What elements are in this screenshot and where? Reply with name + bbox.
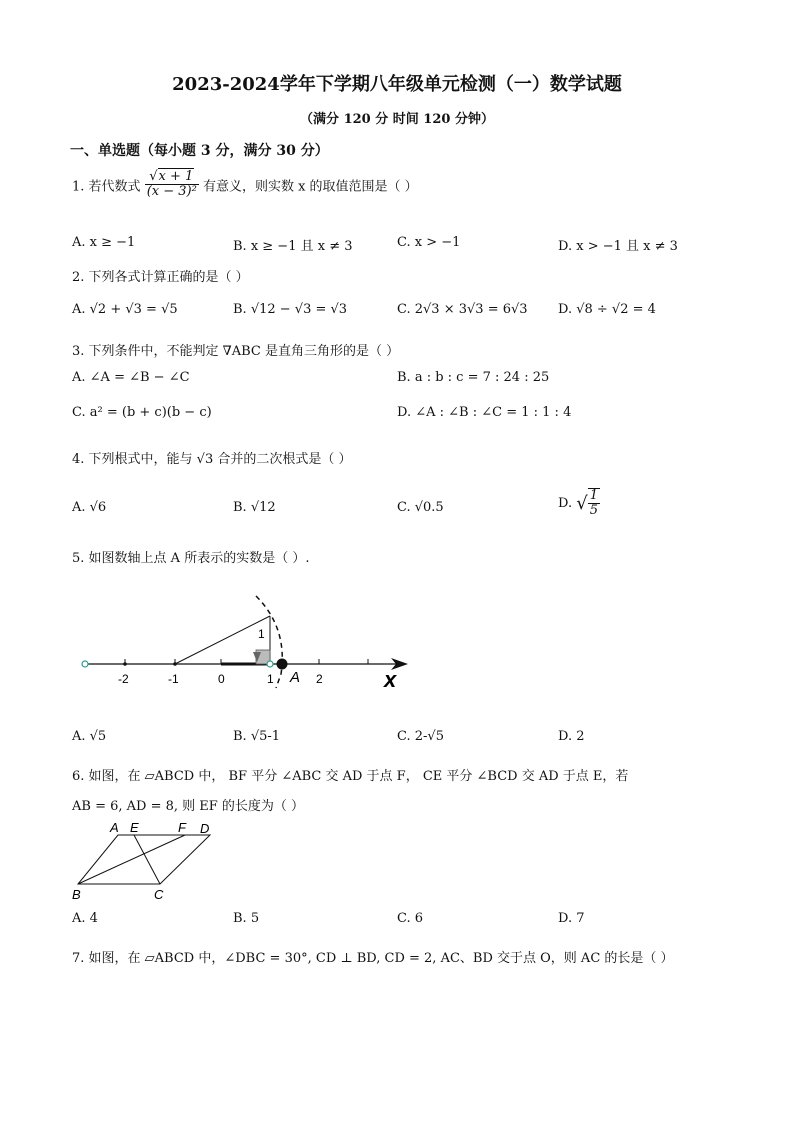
q4-option-d-label: D. (558, 495, 573, 511)
point-one (267, 661, 273, 667)
q2-option-d[interactable]: D. √8 ÷ √2 = 4 (558, 302, 656, 317)
tick-label-1: 1 (267, 672, 274, 686)
q1-option-c[interactable]: C. x > −1 (397, 235, 461, 250)
q2-option-b[interactable]: B. √12 − √3 = √3 (233, 302, 348, 317)
q3-option-b[interactable]: B. a : b : c = 7 : 24 : 25 (397, 370, 550, 385)
q3-option-c[interactable]: C. a² = (b + c)(b − c) (72, 405, 212, 420)
q2-option-c[interactable]: C. 2√3 × 3√3 = 6√3 (397, 302, 528, 317)
height-label: 1 (258, 627, 265, 641)
question-3-stem: 3. 下列条件中，不能判定 ∇ABC 是直角三角形的是（ ） (72, 344, 400, 359)
question-5-stem: 5. 如图数轴上点 A 所表示的实数是（ ）. (72, 551, 310, 566)
expression-denominator: (x − 3)² (146, 184, 197, 200)
q6-option-a[interactable]: A. 4 (72, 911, 98, 926)
q5-option-b[interactable]: B. √5-1 (233, 729, 281, 744)
q6-option-b[interactable]: B. 5 (233, 911, 260, 926)
q4-option-c[interactable]: C. √0.5 (397, 500, 444, 515)
q5-option-a[interactable]: A. √5 (72, 729, 107, 744)
q1-option-a[interactable]: A. x ≥ −1 (72, 235, 136, 250)
q4-option-a[interactable]: A. √6 (72, 500, 107, 515)
tick-label-neg1: -1 (168, 672, 179, 686)
question-6-stem-line1: 6. 如图，在 ▱ABCD 中， BF 平分 ∠ABC 交 AD 于点 F， CE 平分 ∠BCD 交 AD 于点 E，若 (72, 769, 629, 784)
segment-bf (78, 835, 185, 884)
left-endpoint (82, 661, 88, 667)
q4-option-b[interactable]: B. √12 (233, 500, 276, 515)
label-b: B (72, 887, 81, 902)
question-4-stem: 4. 下列根式中，能与 √3 合并的二次根式是（ ） (72, 452, 352, 467)
q5-option-d[interactable]: D. 2 (558, 729, 585, 744)
q3-option-d[interactable]: D. ∠A : ∠B : ∠C = 1 : 1 : 4 (397, 405, 572, 420)
q1-option-d[interactable]: D. x > −1 且 x ≠ 3 (558, 239, 678, 254)
expression-sqrt-sign: √ (149, 169, 158, 184)
q3-option-a[interactable]: A. ∠A = ∠B − ∠C (72, 370, 190, 385)
sqrt-sign: √ (576, 492, 588, 514)
fraction-denominator: 5 (589, 503, 598, 519)
question-1-expression (145, 170, 199, 200)
number-line-figure (78, 588, 418, 698)
axis-label: x (384, 667, 397, 692)
tick-label-2: 2 (316, 672, 323, 686)
q6-option-c[interactable]: C. 6 (397, 911, 424, 926)
label-d: D (200, 821, 210, 836)
label-c: C (154, 887, 164, 902)
point-a-dot (277, 659, 288, 670)
page-subtitle: （满分 120 分 时间 120 分钟） (300, 112, 494, 127)
tick-label-neg2: -2 (118, 672, 129, 686)
question-7-stem: 7. 如图，在 ▱ABCD 中，∠DBC = 30°, CD ⊥ BD, CD = 2, AC、BD 交于点 O，则 AC 的长是（ ） (72, 951, 674, 966)
parallelogram-figure (66, 818, 226, 906)
expression-numerator: x + 1 (158, 169, 194, 184)
label-a: A (110, 820, 119, 835)
section-heading: 一、单选题（每小题 3 分，满分 30 分） (70, 143, 329, 159)
label-f: F (178, 820, 186, 835)
q1-option-b[interactable]: B. x ≥ −1 且 x ≠ 3 (233, 239, 353, 254)
page-title: 2023-2024学年下学期八年级单元检测（一）数学试题 (172, 74, 622, 95)
question-1-lead: 1. 若代数式 (72, 179, 141, 195)
tick-label-0: 0 (218, 672, 225, 686)
point-a-label: A (290, 669, 301, 686)
q6-option-d[interactable]: D. 7 (558, 911, 585, 926)
q5-option-c[interactable]: C. 2-√5 (397, 729, 444, 744)
question-2-stem: 2. 下列各式计算正确的是（ ） (72, 270, 249, 285)
q4-option-d[interactable] (558, 488, 600, 519)
segment-ce (134, 835, 160, 884)
label-e: E (130, 820, 139, 835)
parallelogram-abcd (78, 835, 210, 884)
question-6-stem-line2: AB = 6, AD = 8, 则 EF 的长度为（ ） (72, 799, 305, 814)
dot-neg2 (123, 662, 127, 666)
fraction-numerator: 1 (589, 488, 598, 503)
q4-option-d-fraction (588, 488, 600, 519)
q2-option-a[interactable]: A. √2 + √3 = √5 (72, 302, 178, 317)
question-1 (72, 170, 418, 200)
question-1-tail: 有意义，则实数 x 的取值范围是（ ） (202, 179, 418, 195)
